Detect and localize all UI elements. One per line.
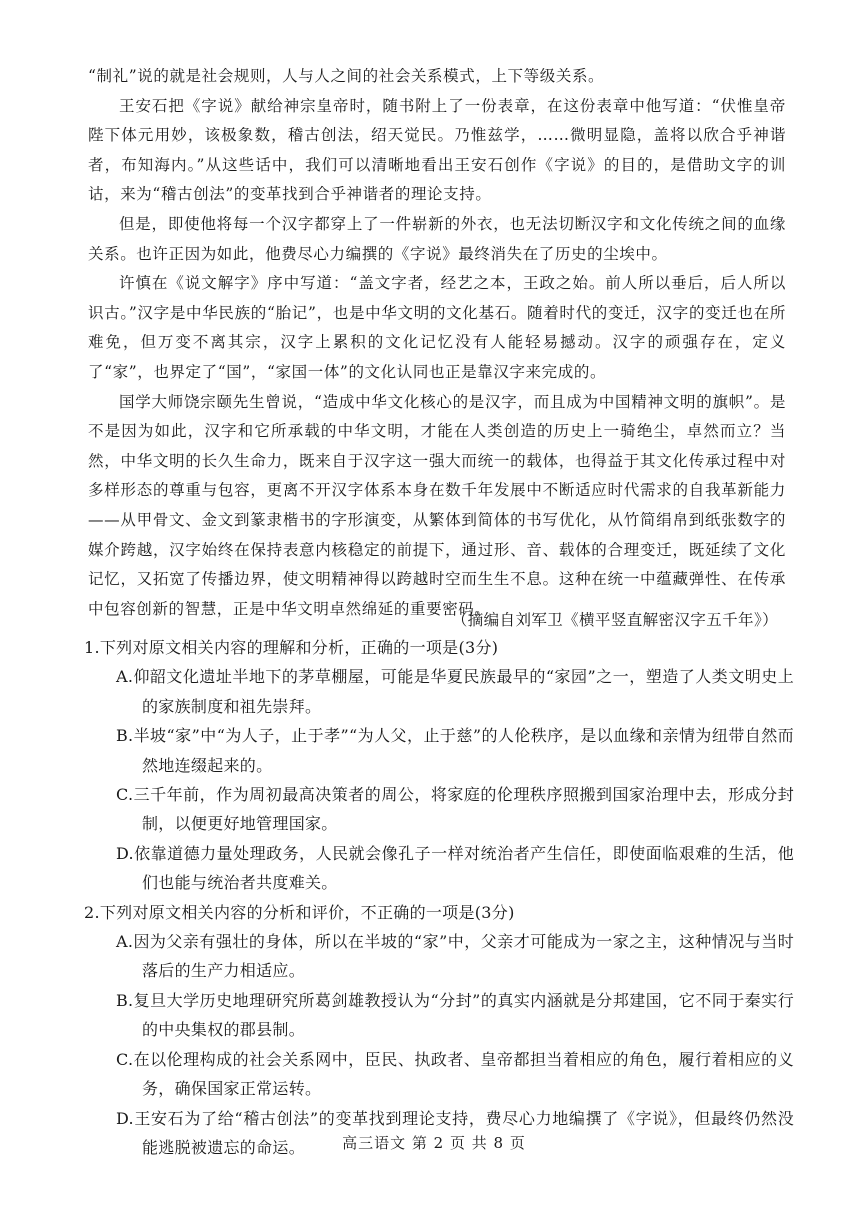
passage-paragraph: 国学大师饶宗颐先生曾说，“造成中华文化核心的是汉字，而且成为中国精神文明的旗帜”。是不是因为如此，汉字和它所承载的中华文明，才能在人类创造的历史上一骑绝尘，卓然而立？当然，中华文明的长久生命力，既来自于汉字这一强大而统一的载体，也得益于其文化传承过程中对多样形态的尊重与包容，更离不开汉字体系本身在数千年发展中不断适应时代需求的自我革新能力——从甲骨文、金文到篆隶楷书的字形演变，从繁体到简体的书写优化，从竹简绢帛到纸张数字的媒介跨越，汉字始终在保持表意内核稳定的前提下，通过形、音、载体的合理变迁，既延续了文化记忆，又拓宽了传播边界，使文明精神得以跨越时空而生生不息。这种在统一中蕴藏弹性、在传承中包容创新的智慧，正是中华文明卓然绵延的重要密码。 bbox=[88, 392, 786, 618]
question-stem: 1.下列对原文相关内容的理解和分析，正确的一项是(3分) bbox=[84, 638, 499, 657]
option-d: D.王安石为了给“稽古创法”的变革找到理论支持，费尽心力地编撰了《字说》，但最终仍然没能逃脱被遗忘的命运。 bbox=[116, 1108, 794, 1157]
passage-source: （摘编自刘军卫《横平竖直解密汉字五千年》） bbox=[451, 611, 778, 629]
option-c: C.三千年前，作为周初最高决策者的周公，将家庭的伦理秩序照搬到国家治理中去，形成分封制，以便更好地管理国家。 bbox=[116, 785, 794, 834]
passage-paragraph: 但是，即使他将每一个汉字都穿上了一件崭新的外衣，也无法切断汉字和文化传统之间的血缘关系。也许正因为如此，他费尽心力编撰的《字说》最终消失在了历史的尘埃中。 bbox=[88, 214, 786, 263]
passage-paragraph: 王安石把《字说》献给神宗皇帝时，随书附上了一份表章，在这份表章中他写道：“伏惟皇帝陛下体元用妙，该极象数，稽古创法，绍天觉民。乃惟兹学，……微明显隐，盖将以欣合乎神谐者，布知海内。”从这些话中，我们可以清晰地看出王安石创作《字说》的目的，是借助文字的训诂，来为“稽古创法”的变革找到合乎神谐者的理论支持。 bbox=[88, 96, 786, 204]
question-2 bbox=[84, 898, 794, 1163]
question-1 bbox=[84, 633, 794, 898]
passage-paragraph: “制礼”说的就是社会规则，人与人之间的社会关系模式，上下等级关系。 bbox=[88, 67, 605, 85]
option-a: A.仰韶文化遗址半地下的茅草棚屋，可能是华夏民族最早的“家园”之一，塑造了人类文明史上的家族制度和祖先崇拜。 bbox=[116, 667, 794, 716]
question-list bbox=[84, 633, 794, 1162]
reading-passage bbox=[88, 62, 786, 624]
page-footer: 高三语文 第 2 页 共 8 页 bbox=[342, 1134, 526, 1152]
option-b: B.半坡“家”中“为人子，止于孝”“为人父，止于慈”的人伦秩序，是以血缘和亲情为纽带自然而然地连缀起来的。 bbox=[116, 726, 794, 775]
passage-paragraph: 许慎在《说文解字》序中写道：“盖文字者，经艺之本，王政之始。前人所以垂后，后人所以识古。”汉字是中华民族的“胎记”，也是中华文明的文化基石。随着时代的变迁，汉字的变迁也在所难免，但万变不离其宗，汉字上累积的文化记忆没有人能轻易撼动。汉字的顽强存在，定义了“家”，也界定了“国”，“家国一体”的文化认同也正是靠汉字来完成的。 bbox=[88, 274, 786, 381]
option-a: A.因为父亲有强壮的身体，所以在半坡的“家”中，父亲才可能成为一家之主，这种情况与当时落后的生产力相适应。 bbox=[116, 932, 794, 981]
question-stem: 2.下列对原文相关内容的分析和评价，不正确的一项是(3分) bbox=[84, 902, 515, 922]
option-b: B.复旦大学历史地理研究所葛剑雄教授认为“分封”的真实内涵就是分邦建国，它不同于秦实行的中央集权的郡县制。 bbox=[116, 990, 794, 1040]
option-c: C.在以伦理构成的社会关系网中，臣民、执政者、皇帝都担当着相应的角色，履行着相应的义务，确保国家正常运转。 bbox=[116, 1049, 794, 1099]
option-d: D.依靠道德力量处理政务，人民就会像孔子一样对统治者产生信任，即使面临艰难的生活，他们也能与统治者共度难关。 bbox=[116, 843, 794, 893]
